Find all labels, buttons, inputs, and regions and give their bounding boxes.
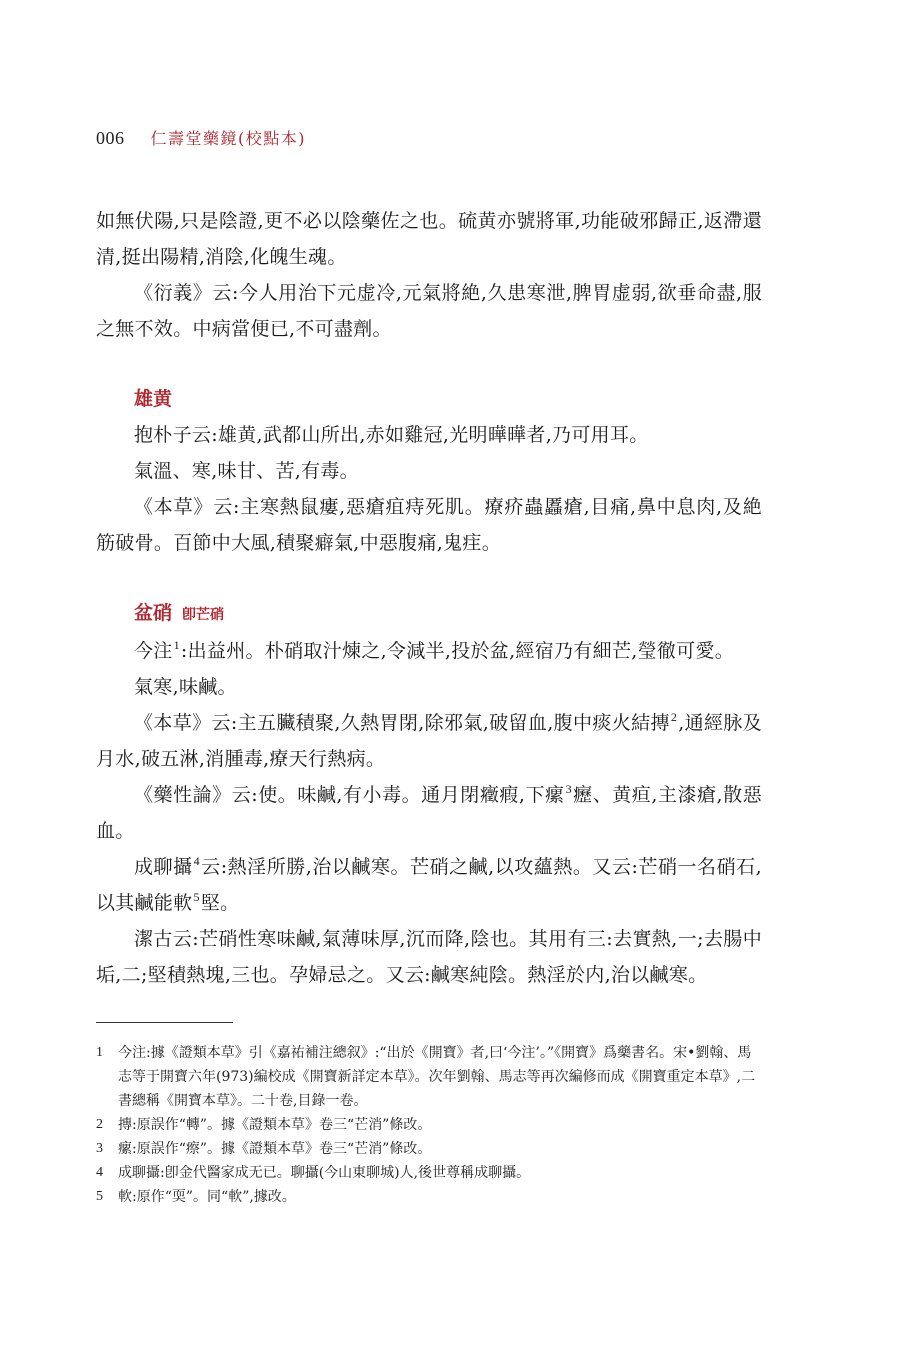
footnote [96, 1161, 762, 1185]
footnote-number: 2 [96, 1117, 103, 1132]
paragraph: 《本草》云:主寒熱鼠瘻,惡瘡疽痔死肌。療疥蟲䘌瘡,目痛,鼻中息肉,及絶筋破骨。百節中大風,積聚癖氣,中惡腹痛,鬼疰。 [96, 496, 762, 554]
text-run: 癧、黄疸,主漆瘡,散惡血。 [96, 784, 762, 842]
footnote-text: 今注:據《證類本草》引《嘉祐補注總叙》:“出於《開寶》者,曰‘今注’。”《開寶》爲藥書名。宋•劉翰、馬志等于開寶六年(973)編校成《開寶新詳定本草》。次年劉翰、馬志等再次編修而成《開寶重定本草》,二書總稱《開寶本草》。二十卷,目錄一卷。 [118, 1045, 756, 1109]
book-title: 仁壽堂藥鏡(校點本) [150, 129, 306, 148]
footnote-number: 4 [96, 1165, 103, 1180]
footnote-text: 成聊攝:卽金代醫家成无已。聊攝(今山東聊城)人,後世尊稱成聊攝。 [118, 1165, 531, 1181]
text-run: 《本草》云:主五臟積聚,久熱胃閉,除邪氣,破留血,腹中痰火結摶 [134, 712, 670, 734]
footnote-ref: 1 [173, 638, 180, 652]
footnote [96, 1113, 762, 1137]
text-run: 成聊攝 [134, 856, 193, 878]
section-title-text: 盆硝 [134, 602, 173, 624]
paragraph [96, 705, 762, 777]
page-number: 006 [96, 128, 125, 148]
text-run: 《藥性論》云:使。味鹹,有小毒。通月閉癥瘕,下瘰 [134, 784, 565, 806]
text-run: 堅。 [200, 892, 240, 914]
text-run: :出益州。朴硝取汁煉之,令減半,投於盆,經宿乃有細芒,瑩徹可愛。 [180, 640, 735, 662]
paragraph: 氣溫、寒,味甘、苦,有毒。 [134, 460, 359, 482]
running-header [96, 126, 306, 150]
text-run: ,通經脉及月水,破五淋,消腫毒,療天行熱病。 [96, 712, 762, 770]
section-title-penxiao [134, 595, 762, 633]
paragraph: 抱朴子云:雄黄,武都山所出,赤如雞冠,光明曄曄者,乃可用耳。 [134, 424, 649, 446]
paragraph [96, 777, 762, 849]
section-title-xionghuang: 雄黄 [134, 388, 173, 410]
footnote-text: 軟:原作“耎”。同“軟”,據改。 [118, 1189, 296, 1205]
footnote-ref: 4 [193, 854, 200, 868]
footnote-number: 5 [96, 1189, 103, 1204]
footnote-ref: 2 [670, 710, 678, 724]
section-title-note: 卽芒硝 [182, 607, 225, 623]
footnote-text: 瘰:原誤作“瘵”。據《證類本草》卷三“芒消”條改。 [118, 1141, 432, 1157]
footnote-ref: 3 [565, 782, 572, 796]
paragraph [96, 633, 762, 669]
paragraph: 潔古云:芒硝性寒味鹹,氣薄味厚,沉而降,陰也。其用有三:去實熱,一;去腸中垢,二;堅積熱塊,三也。孕婦忌之。又云:鹹寒純陰。熱淫於内,治以鹹寒。 [96, 928, 762, 986]
paragraph: 《衍義》云:今人用治下元虚冷,元氣將絶,久患寒泄,脾胃虚弱,欲垂命盡,服之無不效。中病當便已,不可盡劑。 [96, 282, 762, 340]
footnote-number: 3 [96, 1141, 103, 1156]
paragraph [96, 849, 762, 921]
text-run: 今注 [134, 640, 173, 662]
main-text [96, 203, 762, 993]
paragraph: 氣寒,味鹹。 [134, 676, 237, 698]
footnote-number: 1 [96, 1045, 103, 1060]
footnote [96, 1041, 762, 1113]
footnote [96, 1185, 762, 1209]
footnote-ref: 5 [193, 890, 200, 904]
footnote-text: 摶:原誤作“轉”。據《證類本草》卷三“芒消”條改。 [118, 1117, 432, 1133]
text-run: 云:熱淫所勝,治以鹹寒。芒硝之鹹,以攻蘊熱。又云:芒硝一名硝石,以其鹹能軟 [96, 856, 762, 914]
paragraph: 如無伏陽,只是陰證,更不必以陰藥佐之也。硫黄亦號將軍,功能破邪歸正,返滯還清,挺出陽精,消陰,化魄生魂。 [96, 210, 762, 268]
footnote [96, 1137, 762, 1161]
footnotes [96, 1041, 762, 1209]
footnote-rule [96, 1022, 233, 1023]
